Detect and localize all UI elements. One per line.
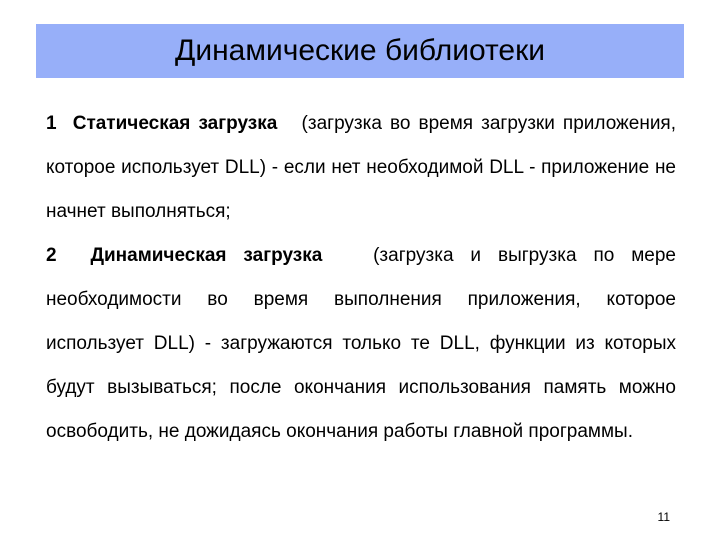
paragraph-heading: Динамическая загрузка — [90, 245, 323, 266]
paragraph-heading: Статическая загрузка — [72, 113, 278, 134]
paragraph-dynamic-loading — [46, 234, 676, 454]
paragraph-number: 1 — [46, 113, 57, 134]
slide-title: Динамические библиотеки — [175, 34, 545, 67]
paragraph-text: (загрузка и выгрузка по мере необходимости во время выполнения приложения, которое использует DLL) - загружаются только те DLL, функции из которых будут вызываться; после окончания использования память можно освободить, не дожидаясь окончания работы главной программы. — [46, 245, 676, 442]
slide-content — [46, 102, 676, 454]
page-number: 11 — [657, 510, 670, 524]
paragraph-text: (загрузка во время загрузки приложения, которое использует DLL) - если нет необходимой DLL - приложение не начнет выполняться; — [46, 113, 676, 222]
paragraph-static-loading — [46, 102, 676, 234]
paragraph-number: 2 — [46, 245, 57, 266]
slide-title-bar — [36, 24, 684, 78]
